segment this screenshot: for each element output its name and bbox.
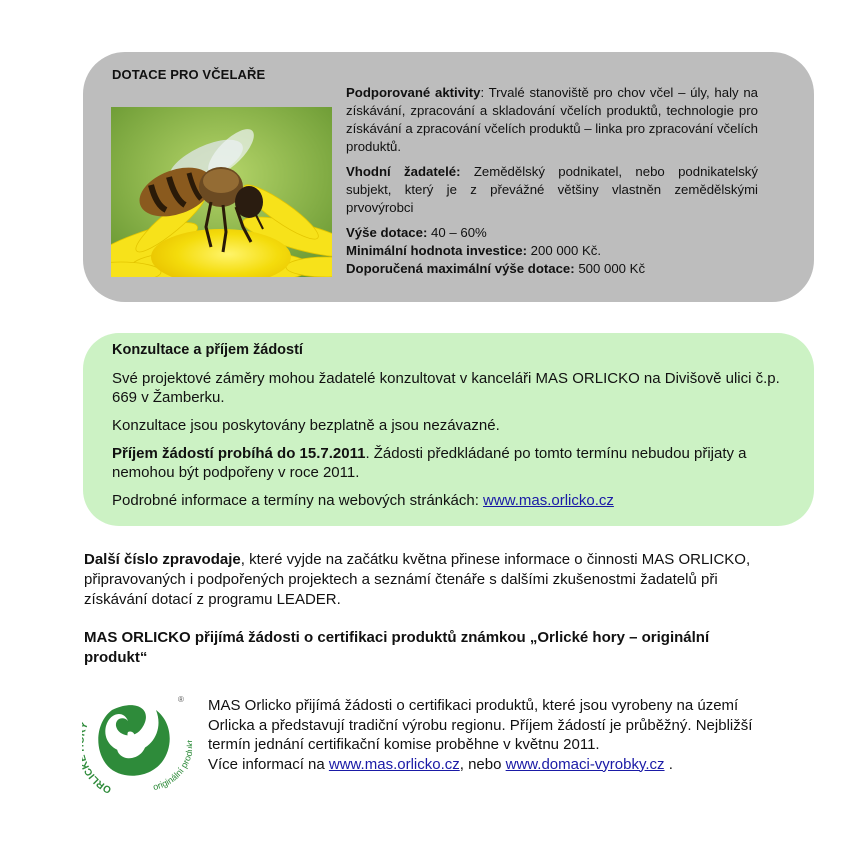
logo-text-right: originální pro [152, 754, 192, 793]
beekeeper-subsidy-details [346, 84, 758, 278]
bee-photo [111, 107, 332, 277]
consultation-paragraph-2: Konzultace jsou poskytovány bezplatně a jsou nezávazné. [112, 417, 500, 434]
mas-orlicko-link-2[interactable]: www.mas.orlicko.cz [328, 755, 460, 773]
next-issue-paragraph: Další číslo zpravodaje, které vyjde na začátku května přinese informace o činnosti MAS ORLICKO, připravovaných i podpořených projektech a seznámí čtenáře s dalšími zkušenostmi žadatelů při získávání dotací z programu LEADER. [84, 551, 751, 608]
minimum-investment: Minimální hodnota investice: 200 000 Kč. [346, 243, 602, 258]
certification-text: MAS Orlicko přijímá žádosti o certifikaci produktů, které jsou vyrobeny na území Orlicka a představují tradiční výrobu regionu. Příjem žádostí je průběžný. Nejbližší termín jednání certifikační komise proběhne v květnu 2011. [208, 697, 753, 753]
eligible-applicants: Vhodní žadatelé: Zemědělský podnikatel, nebo podnikatelský subjekt, který je z převážné většiny vlastněn zemědělskými prvovýrobci [346, 164, 758, 215]
certification-more-info: Více informací na www.mas.orlicko.cz, nebo www.domaci-vyrobky.cz . [208, 755, 673, 773]
certification-heading: MAS ORLICKO přijímá žádosti o certifikaci produktů známkou „Orlické hory – originální produkt“ [84, 629, 710, 666]
orlicke-hory-logo [82, 690, 192, 798]
registered-mark: ® [178, 695, 184, 704]
consultation-deadline: Příjem žádostí probíhá do 15.7.2011. Žádosti předkládané po tomto termínu nebudou přijaty a nemohou být podpořeny v roce 2011. [112, 445, 747, 481]
consultation-web-info: Podrobné informace a termíny na webových stránkách: www.mas.orlicko.cz [112, 492, 614, 509]
consultation-heading: Konzultace a příjem žádostí [112, 342, 303, 358]
mas-orlicko-link[interactable]: www.mas.orlicko.cz [483, 492, 614, 509]
subsidy-rate: Výše dotace: 40 – 60% [346, 225, 487, 240]
logo-text-left: ORLIC [82, 765, 114, 796]
beekeeper-subsidy-title: DOTACE PRO VČELAŘE [112, 67, 266, 82]
domaci-vyrobky-link[interactable]: www.domaci-vyrobky.cz [505, 755, 665, 773]
supported-activities: Podporované aktivity: Trvalé stanoviště pro chov včel – úly, haly na získávání, zpracování a skladování včelích produktů, technologie pro získávání a zpracování včelích produktů – linka pro zpracování včelích produktů. [346, 85, 758, 154]
certification-paragraph [208, 696, 778, 774]
consultation-content [112, 341, 792, 510]
consultation-paragraph-1: Své projektové záměry mohou žadatelé konzultovat v kanceláři MAS ORLICKO na Divišově ulici č.p. 669 v Žamberku. [112, 370, 780, 406]
maximum-subsidy: Doporučená maximální výše dotace: 500 000 Kč [346, 261, 646, 276]
